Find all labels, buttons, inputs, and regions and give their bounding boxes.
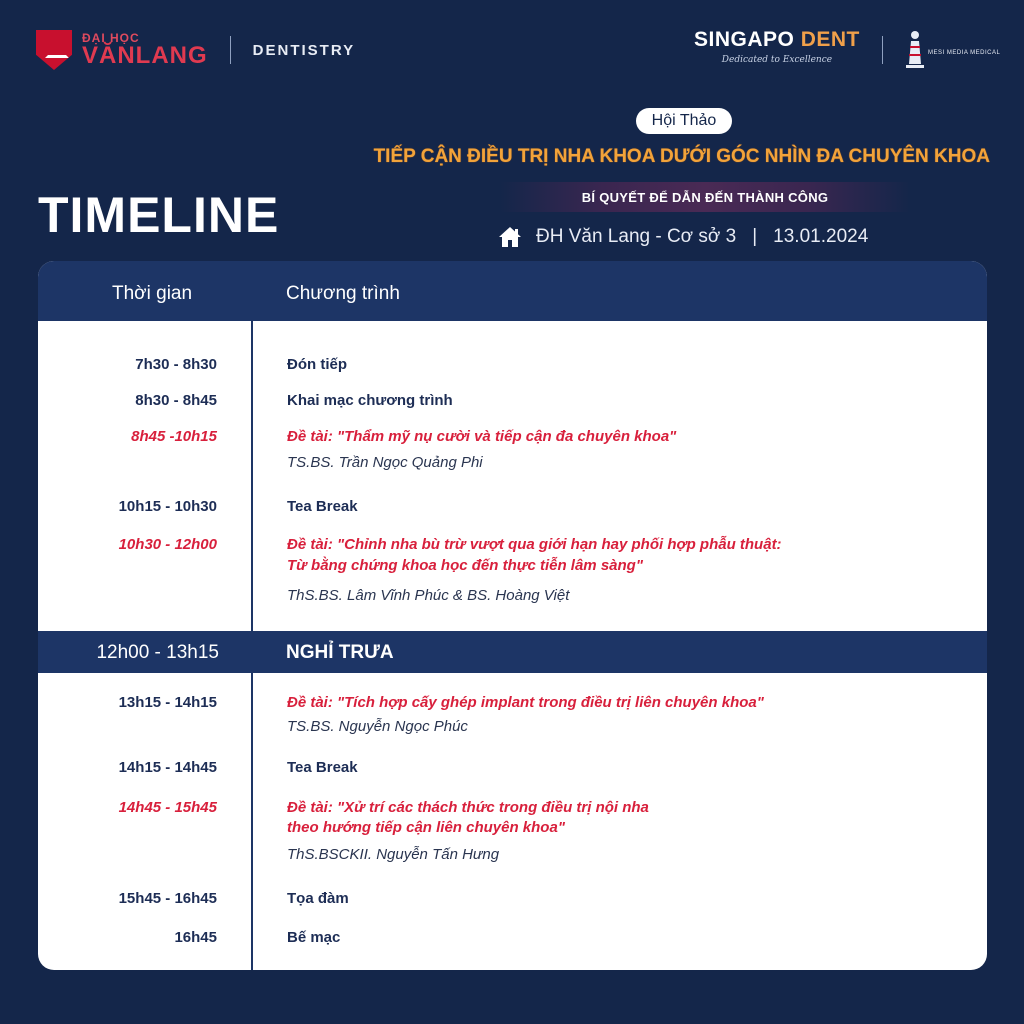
table-header (38, 261, 987, 321)
column-header-time: Thời gian (112, 283, 193, 304)
venue-text: ĐH Văn Lang - Cơ sở 3 (536, 226, 737, 247)
program-cell: Bế mạc (287, 929, 341, 946)
event-subtitle: BÍ QUYẾT ĐỂ DẪN ĐẾN THÀNH CÔNG (581, 189, 829, 205)
time-cell: 10h15 - 10h30 (118, 498, 217, 515)
mesi-text: MESI MEDIA MEDICAL (928, 50, 1001, 56)
speaker-cell: ThS.BS. Lâm Vĩnh Phúc & BS. Hoàng Việt (287, 587, 570, 604)
topic-cell-line2: theo hướng tiếp cận liên chuyên khoa" (287, 819, 565, 836)
vanlang-wordmark (82, 32, 208, 68)
singapo-dent-logo (694, 28, 860, 65)
singapo-text: SINGAPO (694, 28, 795, 51)
topic-cell-line2: Từ bằng chứng khoa học đến thực tiễn lâm sàng" (287, 557, 643, 574)
topic-cell-line1: Đề tài: "Chỉnh nha bù trừ vượt qua giới hạn hay phối hợp phẫu thuật: (287, 536, 782, 553)
event-type-badge: Hội Thảo (636, 108, 732, 134)
time-cell: 14h45 - 15h45 (118, 799, 217, 816)
vanlang-shield-icon (36, 30, 72, 70)
home-icon (498, 226, 522, 248)
speaker-cell: TS.BS. Trần Ngọc Quảng Phi (287, 454, 483, 471)
topic-cell-line1: Đề tài: "Xử trí các thách thức trong điều trị nội nha (287, 799, 649, 816)
program-cell: Khai mạc chương trình (287, 392, 453, 409)
time-cell: 8h30 - 8h45 (135, 392, 217, 409)
vanlang-logo (36, 30, 355, 70)
header-divider (230, 36, 231, 64)
time-cell: 14h15 - 14h45 (118, 759, 217, 776)
lighthouse-icon (906, 30, 924, 70)
event-date: 13.01.2024 (773, 226, 869, 247)
dent-text: DENT (800, 28, 860, 51)
singapo-dent-wordmark (694, 28, 860, 52)
mesi-logo (904, 30, 1001, 70)
lunch-time: 12h00 - 13h15 (96, 642, 219, 663)
topic-cell: Đề tài: "Thẩm mỹ nụ cười và tiếp cận đa chuyên khoa" (287, 428, 677, 445)
singapo-tagline: Dedicated to Excellence (721, 55, 833, 65)
speaker-cell: TS.BS. Nguyễn Ngọc Phúc (287, 718, 468, 735)
program-cell: Tea Break (287, 759, 358, 776)
program-cell: Tea Break (287, 498, 358, 515)
topic-cell: Đề tài: "Tích hợp cấy ghép implant trong điều trị liên chuyên khoa" (287, 694, 764, 711)
venue-row (498, 226, 868, 248)
time-cell: 7h30 - 8h30 (135, 356, 217, 373)
program-cell: Đón tiếp (287, 356, 347, 373)
venue-separator: | (752, 226, 758, 247)
subtitle-bar (500, 182, 910, 212)
page-title: TIMELINE (38, 187, 280, 243)
time-cell: 13h15 - 14h15 (118, 694, 217, 711)
time-cell: 10h30 - 12h00 (118, 536, 217, 553)
event-title: TIẾP CẬN ĐIỀU TRỊ NHA KHOA DƯỚI GÓC NHÌN ĐA CHUYÊN KHOA (373, 146, 990, 167)
schedule-table (38, 261, 987, 970)
vanlang-big-text: VĂNLANG (82, 42, 208, 69)
time-cell: 8h45 -10h15 (131, 428, 217, 445)
time-cell: 16h45 (174, 929, 217, 946)
time-cell: 15h45 - 16h45 (118, 890, 217, 907)
vanlang-small-text: ĐẠI HỌC (82, 31, 140, 45)
program-cell: Tọa đàm (287, 890, 349, 907)
logo-divider (882, 36, 883, 64)
dentistry-label: DENTISTRY (252, 41, 356, 59)
column-header-program: Chương trình (286, 283, 400, 304)
speaker-cell: ThS.BSCKII. Nguyễn Tấn Hưng (287, 846, 500, 863)
lunch-row (38, 631, 987, 673)
lunch-label: NGHỈ TRƯA (286, 642, 394, 663)
